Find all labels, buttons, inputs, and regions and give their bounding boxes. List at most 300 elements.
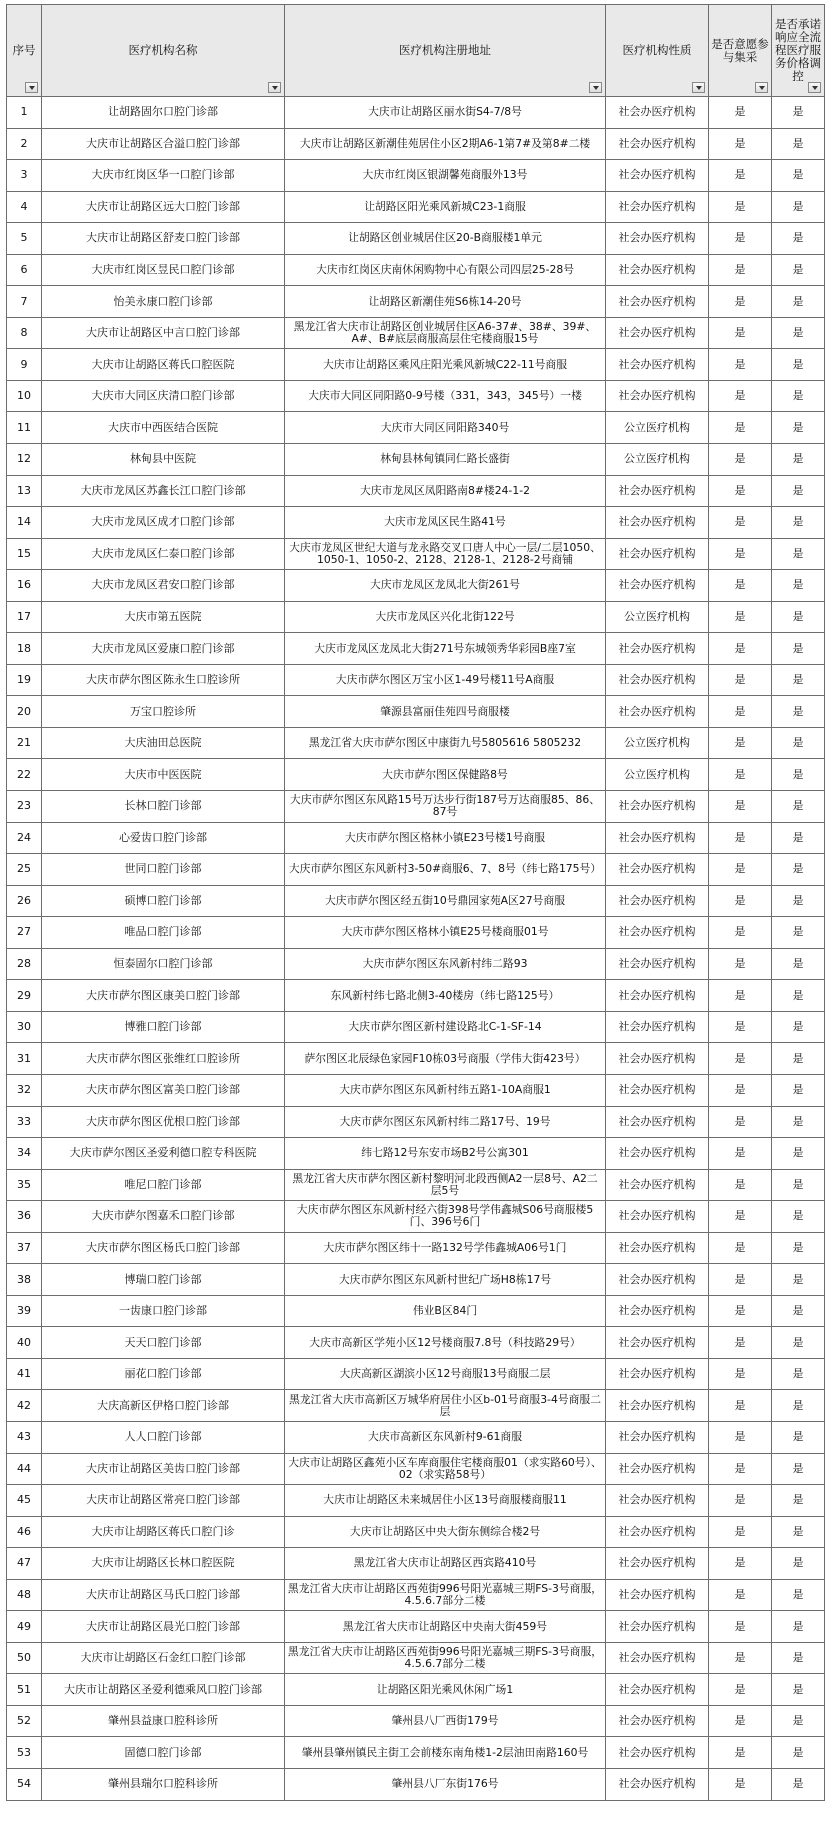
cell-no: 19 [7, 664, 42, 696]
filter-dropdown-icon[interactable] [25, 82, 38, 93]
cell-no: 39 [7, 1295, 42, 1327]
cell-commit: 是 [772, 948, 825, 980]
cell-nature: 社会办医疗机构 [606, 664, 709, 696]
cell-commit: 是 [772, 1074, 825, 1106]
cell-address: 林甸县林甸镇同仁路长盛街 [285, 444, 606, 476]
cell-address: 大庆市龙凤区兴化北街122号 [285, 601, 606, 633]
cell-address: 大庆市龙凤区民生路41号 [285, 507, 606, 539]
table-row [7, 1074, 825, 1106]
cell-willing: 是 [709, 948, 772, 980]
cell-commit: 是 [772, 97, 825, 129]
header-nature: 医疗机构性质 [606, 5, 709, 97]
cell-address: 东风新村纬七路北侧3-40楼房（纬七路125号） [285, 980, 606, 1012]
cell-name: 大庆市红岗区昱民口腔门诊部 [42, 254, 285, 286]
header-name: 医疗机构名称 [42, 5, 285, 97]
cell-no: 1 [7, 97, 42, 129]
cell-willing: 是 [709, 1011, 772, 1043]
cell-address: 大庆市萨尔图区东风路15号万达步行街187号万达商服85、86、87号 [285, 791, 606, 823]
cell-willing: 是 [709, 1705, 772, 1737]
cell-name: 大庆市萨尔图区陈永生口腔诊所 [42, 664, 285, 696]
cell-nature: 社会办医疗机构 [606, 538, 709, 570]
table-row [7, 1642, 825, 1674]
cell-nature: 社会办医疗机构 [606, 1106, 709, 1138]
table-row [7, 1358, 825, 1390]
table-row [7, 948, 825, 980]
cell-no: 32 [7, 1074, 42, 1106]
cell-no: 9 [7, 349, 42, 381]
cell-no: 12 [7, 444, 42, 476]
table-row [7, 444, 825, 476]
cell-nature: 社会办医疗机构 [606, 1453, 709, 1485]
cell-address: 大庆市高新区学苑小区12号楼商服7.8号（科技路29号） [285, 1327, 606, 1359]
cell-nature: 社会办医疗机构 [606, 97, 709, 129]
cell-name: 怡美永康口腔门诊部 [42, 286, 285, 318]
cell-address: 大庆市萨尔图区格林小镇E25号楼商服01号 [285, 917, 606, 949]
cell-address: 大庆市萨尔图区东风新村纬五路1-10A商服1 [285, 1074, 606, 1106]
cell-name: 大庆油田总医院 [42, 727, 285, 759]
table-row [7, 1516, 825, 1548]
cell-nature: 社会办医疗机构 [606, 160, 709, 192]
table-row [7, 286, 825, 318]
cell-no: 54 [7, 1768, 42, 1800]
cell-nature: 社会办医疗机构 [606, 254, 709, 286]
table-row [7, 1453, 825, 1485]
cell-no: 46 [7, 1516, 42, 1548]
table-row [7, 822, 825, 854]
cell-nature: 社会办医疗机构 [606, 507, 709, 539]
cell-willing: 是 [709, 507, 772, 539]
cell-willing: 是 [709, 664, 772, 696]
cell-address: 大庆高新区湖滨小区12号商服13号商服二层 [285, 1358, 606, 1390]
table-row [7, 696, 825, 728]
cell-commit: 是 [772, 1705, 825, 1737]
cell-address: 大庆市大同区同阳路0-9号楼（331，343，345号）一楼 [285, 380, 606, 412]
cell-address: 黑龙江省大庆市让胡路区西宾路410号 [285, 1548, 606, 1580]
cell-commit: 是 [772, 822, 825, 854]
cell-commit: 是 [772, 1453, 825, 1485]
cell-address: 大庆市大同区同阳路340号 [285, 412, 606, 444]
institution-table [6, 4, 825, 1801]
header-willing: 是否意愿参与集采 [709, 5, 772, 97]
cell-name: 大庆市让胡路区合溢口腔门诊部 [42, 128, 285, 160]
cell-nature: 社会办医疗机构 [606, 696, 709, 728]
cell-nature: 社会办医疗机构 [606, 1768, 709, 1800]
table-row [7, 1106, 825, 1138]
cell-address: 黑龙江省大庆市高新区万城华府居住小区b-01号商服3-4号商服二层 [285, 1390, 606, 1422]
cell-address: 大庆市萨尔图区东风新村纬二路17号、19号 [285, 1106, 606, 1138]
cell-name: 大庆市龙凤区苏鑫长江口腔门诊部 [42, 475, 285, 507]
cell-no: 37 [7, 1232, 42, 1264]
table-row [7, 412, 825, 444]
cell-name: 大庆市让胡路区晨光口腔门诊部 [42, 1611, 285, 1643]
cell-no: 33 [7, 1106, 42, 1138]
table-row [7, 349, 825, 381]
cell-name: 大庆市让胡路区马氏口腔门诊部 [42, 1579, 285, 1611]
table-row [7, 601, 825, 633]
cell-name: 大庆市第五医院 [42, 601, 285, 633]
cell-name: 固德口腔门诊部 [42, 1737, 285, 1769]
cell-commit: 是 [772, 1768, 825, 1800]
cell-no: 7 [7, 286, 42, 318]
cell-willing: 是 [709, 412, 772, 444]
table-body [7, 97, 825, 1801]
cell-nature: 社会办医疗机构 [606, 475, 709, 507]
cell-nature: 社会办医疗机构 [606, 1737, 709, 1769]
table-row [7, 980, 825, 1012]
cell-address: 大庆市萨尔图区东风新村经六街398号学伟鑫城S06号商服楼5门、396号6门 [285, 1201, 606, 1233]
cell-name: 大庆市大同区庆清口腔门诊部 [42, 380, 285, 412]
table-row [7, 1768, 825, 1800]
table-row [7, 1485, 825, 1517]
table-row [7, 917, 825, 949]
cell-nature: 社会办医疗机构 [606, 1043, 709, 1075]
cell-name: 大庆市让胡路区长林口腔医院 [42, 1548, 285, 1580]
table-row [7, 1579, 825, 1611]
cell-name: 硕博口腔门诊部 [42, 885, 285, 917]
cell-commit: 是 [772, 1674, 825, 1706]
cell-commit: 是 [772, 759, 825, 791]
cell-nature: 社会办医疗机构 [606, 980, 709, 1012]
cell-name: 肇州县益康口腔科诊所 [42, 1705, 285, 1737]
cell-commit: 是 [772, 1201, 825, 1233]
cell-nature: 公立医疗机构 [606, 412, 709, 444]
cell-willing: 是 [709, 1327, 772, 1359]
cell-address: 大庆市萨尔图区纬十一路132号学伟鑫城A06号1门 [285, 1232, 606, 1264]
table-row [7, 1232, 825, 1264]
cell-commit: 是 [772, 380, 825, 412]
table-row [7, 570, 825, 602]
cell-commit: 是 [772, 1169, 825, 1201]
cell-no: 15 [7, 538, 42, 570]
cell-nature: 社会办医疗机构 [606, 1548, 709, 1580]
cell-commit: 是 [772, 160, 825, 192]
cell-commit: 是 [772, 1232, 825, 1264]
cell-willing: 是 [709, 917, 772, 949]
cell-willing: 是 [709, 1138, 772, 1170]
cell-commit: 是 [772, 317, 825, 349]
cell-no: 16 [7, 570, 42, 602]
cell-commit: 是 [772, 664, 825, 696]
cell-commit: 是 [772, 854, 825, 886]
cell-address: 大庆市萨尔图区东风新村纬二路93 [285, 948, 606, 980]
cell-no: 50 [7, 1642, 42, 1674]
cell-nature: 社会办医疗机构 [606, 317, 709, 349]
table-row [7, 191, 825, 223]
cell-willing: 是 [709, 1421, 772, 1453]
cell-willing: 是 [709, 1548, 772, 1580]
cell-nature: 社会办医疗机构 [606, 1674, 709, 1706]
cell-address: 黑龙江省大庆市萨尔图区新村黎明河北段西侧A2一层8号、A2二层5号 [285, 1169, 606, 1201]
cell-no: 49 [7, 1611, 42, 1643]
cell-commit: 是 [772, 412, 825, 444]
header-no: 序号 [7, 5, 42, 97]
cell-no: 4 [7, 191, 42, 223]
cell-name: 世同口腔门诊部 [42, 854, 285, 886]
cell-nature: 社会办医疗机构 [606, 286, 709, 318]
cell-nature: 社会办医疗机构 [606, 349, 709, 381]
cell-willing: 是 [709, 1201, 772, 1233]
cell-no: 34 [7, 1138, 42, 1170]
table-row [7, 380, 825, 412]
cell-name: 大庆市萨尔图区圣爱利德口腔专科医院 [42, 1138, 285, 1170]
cell-willing: 是 [709, 1358, 772, 1390]
cell-no: 8 [7, 317, 42, 349]
cell-commit: 是 [772, 286, 825, 318]
cell-no: 10 [7, 380, 42, 412]
cell-address: 大庆市萨尔图区新村建设路北C-1-SF-14 [285, 1011, 606, 1043]
cell-willing: 是 [709, 475, 772, 507]
cell-address: 纬七路12号东安市场B2号公寓301 [285, 1138, 606, 1170]
cell-name: 大庆市龙凤区仁泰口腔门诊部 [42, 538, 285, 570]
cell-willing: 是 [709, 1768, 772, 1800]
cell-no: 18 [7, 633, 42, 665]
cell-nature: 社会办医疗机构 [606, 1201, 709, 1233]
cell-nature: 社会办医疗机构 [606, 885, 709, 917]
cell-address: 大庆市萨尔图区格林小镇E23号楼1号商服 [285, 822, 606, 854]
table-row [7, 1011, 825, 1043]
cell-willing: 是 [709, 1043, 772, 1075]
cell-name: 博瑞口腔门诊部 [42, 1264, 285, 1296]
cell-nature: 社会办医疗机构 [606, 1138, 709, 1170]
cell-nature: 社会办医疗机构 [606, 1295, 709, 1327]
cell-address: 大庆市龙凤区龙凤北大街261号 [285, 570, 606, 602]
cell-name: 大庆市让胡路区远大口腔门诊部 [42, 191, 285, 223]
table-row [7, 1138, 825, 1170]
table-row [7, 1043, 825, 1075]
cell-commit: 是 [772, 1611, 825, 1643]
cell-willing: 是 [709, 885, 772, 917]
table-row [7, 1421, 825, 1453]
cell-name: 林甸县中医院 [42, 444, 285, 476]
cell-commit: 是 [772, 349, 825, 381]
cell-no: 31 [7, 1043, 42, 1075]
header-commit: 是否承诺响应全流程医疗服务价格调控 [772, 5, 825, 97]
cell-nature: 社会办医疗机构 [606, 1074, 709, 1106]
filter-dropdown-icon[interactable] [755, 82, 768, 93]
cell-commit: 是 [772, 444, 825, 476]
cell-name: 博雅口腔门诊部 [42, 1011, 285, 1043]
cell-no: 5 [7, 223, 42, 255]
cell-commit: 是 [772, 885, 825, 917]
cell-nature: 社会办医疗机构 [606, 1705, 709, 1737]
cell-no: 6 [7, 254, 42, 286]
cell-name: 大庆市让胡路区圣爱利德乘风口腔门诊部 [42, 1674, 285, 1706]
cell-commit: 是 [772, 917, 825, 949]
cell-nature: 社会办医疗机构 [606, 791, 709, 823]
cell-name: 大庆市让胡路区美齿口腔门诊部 [42, 1453, 285, 1485]
cell-address: 肇州县八厂东街176号 [285, 1768, 606, 1800]
cell-commit: 是 [772, 633, 825, 665]
filter-dropdown-icon[interactable] [268, 82, 281, 93]
cell-commit: 是 [772, 1264, 825, 1296]
cell-name: 大庆市萨尔图区杨氏口腔门诊部 [42, 1232, 285, 1264]
cell-commit: 是 [772, 254, 825, 286]
table-row [7, 254, 825, 286]
cell-willing: 是 [709, 601, 772, 633]
cell-name: 大庆市萨尔图区张维红口腔诊所 [42, 1043, 285, 1075]
cell-commit: 是 [772, 727, 825, 759]
cell-address: 肇州县肇州镇民主街工会前楼东南角楼1-2层油田南路160号 [285, 1737, 606, 1769]
cell-nature: 公立医疗机构 [606, 444, 709, 476]
cell-address: 黑龙江省大庆市让胡路区中央南大街459号 [285, 1611, 606, 1643]
cell-commit: 是 [772, 1548, 825, 1580]
cell-willing: 是 [709, 160, 772, 192]
cell-commit: 是 [772, 1642, 825, 1674]
cell-name: 大庆市让胡路区中言口腔门诊部 [42, 317, 285, 349]
cell-address: 大庆市红岗区银湖馨苑商服外13号 [285, 160, 606, 192]
cell-nature: 社会办医疗机构 [606, 128, 709, 160]
table-row [7, 854, 825, 886]
filter-dropdown-icon[interactable] [808, 82, 821, 93]
cell-address: 大庆市萨尔图区东风新村世纪广场H8栋17号 [285, 1264, 606, 1296]
cell-willing: 是 [709, 633, 772, 665]
cell-nature: 社会办医疗机构 [606, 223, 709, 255]
cell-name: 大庆市龙凤区爱康口腔门诊部 [42, 633, 285, 665]
cell-nature: 社会办医疗机构 [606, 917, 709, 949]
cell-name: 大庆市红岗区华一口腔门诊部 [42, 160, 285, 192]
cell-willing: 是 [709, 1264, 772, 1296]
cell-no: 53 [7, 1737, 42, 1769]
cell-no: 45 [7, 1485, 42, 1517]
cell-willing: 是 [709, 444, 772, 476]
table-row [7, 1390, 825, 1422]
cell-name: 大庆市让胡路区舒麦口腔门诊部 [42, 223, 285, 255]
cell-willing: 是 [709, 1390, 772, 1422]
cell-commit: 是 [772, 570, 825, 602]
cell-no: 47 [7, 1548, 42, 1580]
cell-address: 大庆市萨尔图区东风新村3-50#商服6、7、8号（纬七路175号） [285, 854, 606, 886]
cell-nature: 社会办医疗机构 [606, 1390, 709, 1422]
cell-nature: 社会办医疗机构 [606, 191, 709, 223]
cell-commit: 是 [772, 1011, 825, 1043]
table-row [7, 759, 825, 791]
table-row [7, 317, 825, 349]
table-row [7, 160, 825, 192]
cell-willing: 是 [709, 854, 772, 886]
cell-name: 恒泰固尔口腔门诊部 [42, 948, 285, 980]
table-row [7, 1295, 825, 1327]
cell-name: 大庆市让胡路区蒋氏口腔门诊 [42, 1516, 285, 1548]
table-row [7, 1611, 825, 1643]
table-row [7, 727, 825, 759]
cell-nature: 社会办医疗机构 [606, 822, 709, 854]
cell-willing: 是 [709, 317, 772, 349]
cell-name: 大庆市让胡路区石金红口腔门诊部 [42, 1642, 285, 1674]
cell-nature: 社会办医疗机构 [606, 1232, 709, 1264]
cell-address: 伟业B区84门 [285, 1295, 606, 1327]
cell-nature: 公立医疗机构 [606, 759, 709, 791]
cell-nature: 社会办医疗机构 [606, 1421, 709, 1453]
table-row [7, 1169, 825, 1201]
cell-commit: 是 [772, 1138, 825, 1170]
cell-willing: 是 [709, 286, 772, 318]
table-row [7, 1705, 825, 1737]
cell-no: 40 [7, 1327, 42, 1359]
cell-name: 唯尼口腔门诊部 [42, 1169, 285, 1201]
cell-commit: 是 [772, 475, 825, 507]
cell-willing: 是 [709, 349, 772, 381]
spreadsheet [6, 4, 824, 1801]
cell-commit: 是 [772, 1516, 825, 1548]
cell-commit: 是 [772, 1421, 825, 1453]
cell-nature: 社会办医疗机构 [606, 1264, 709, 1296]
header-row [7, 5, 825, 97]
cell-no: 2 [7, 128, 42, 160]
cell-address: 萨尔图区北辰绿色家园F10栋03号商服（学伟大街423号） [285, 1043, 606, 1075]
cell-no: 23 [7, 791, 42, 823]
cell-nature: 社会办医疗机构 [606, 1011, 709, 1043]
cell-no: 14 [7, 507, 42, 539]
cell-commit: 是 [772, 1106, 825, 1138]
cell-nature: 社会办医疗机构 [606, 854, 709, 886]
table-row [7, 1327, 825, 1359]
cell-address: 黑龙江省大庆市让胡路区创业城居住区A6-37#、38#、39#、A#、B#底层商服高层住宅楼商服15号 [285, 317, 606, 349]
cell-nature: 社会办医疗机构 [606, 1611, 709, 1643]
table-row [7, 475, 825, 507]
cell-willing: 是 [709, 97, 772, 129]
cell-address: 让胡路区阳光乘风新城C23-1商服 [285, 191, 606, 223]
cell-willing: 是 [709, 1295, 772, 1327]
cell-willing: 是 [709, 791, 772, 823]
cell-address: 让胡路区阳光乘风休闲广场1 [285, 1674, 606, 1706]
cell-address: 让胡路区创业城居住区20-B商服楼1单元 [285, 223, 606, 255]
cell-address: 大庆市龙凤区龙凤北大街271号东城领秀华彩园B座7室 [285, 633, 606, 665]
cell-commit: 是 [772, 191, 825, 223]
cell-willing: 是 [709, 727, 772, 759]
cell-nature: 社会办医疗机构 [606, 1169, 709, 1201]
cell-nature: 社会办医疗机构 [606, 1358, 709, 1390]
table-row [7, 633, 825, 665]
cell-nature: 社会办医疗机构 [606, 948, 709, 980]
table-row [7, 885, 825, 917]
cell-no: 48 [7, 1579, 42, 1611]
cell-no: 24 [7, 822, 42, 854]
cell-address: 大庆市让胡路区丽水街S4-7/8号 [285, 97, 606, 129]
cell-no: 38 [7, 1264, 42, 1296]
table-row [7, 97, 825, 129]
cell-name: 大庆市中西医结合医院 [42, 412, 285, 444]
cell-willing: 是 [709, 980, 772, 1012]
cell-nature: 公立医疗机构 [606, 601, 709, 633]
cell-willing: 是 [709, 1642, 772, 1674]
cell-commit: 是 [772, 1390, 825, 1422]
cell-no: 28 [7, 948, 42, 980]
cell-commit: 是 [772, 980, 825, 1012]
cell-nature: 社会办医疗机构 [606, 1485, 709, 1517]
cell-name: 大庆高新区伊格口腔门诊部 [42, 1390, 285, 1422]
cell-willing: 是 [709, 1106, 772, 1138]
filter-dropdown-icon[interactable] [692, 82, 705, 93]
cell-address: 大庆市龙凤区凤阳路南8#楼24-1-2 [285, 475, 606, 507]
cell-willing: 是 [709, 538, 772, 570]
cell-no: 43 [7, 1421, 42, 1453]
cell-name: 人人口腔门诊部 [42, 1421, 285, 1453]
filter-dropdown-icon[interactable] [589, 82, 602, 93]
cell-address: 大庆市让胡路区新潮佳苑居住小区2期A6-1第7#及第8#二楼 [285, 128, 606, 160]
cell-no: 35 [7, 1169, 42, 1201]
cell-commit: 是 [772, 1579, 825, 1611]
cell-commit: 是 [772, 601, 825, 633]
cell-nature: 社会办医疗机构 [606, 1579, 709, 1611]
cell-name: 天天口腔门诊部 [42, 1327, 285, 1359]
cell-willing: 是 [709, 1516, 772, 1548]
cell-address: 肇州县八厂西街179号 [285, 1705, 606, 1737]
cell-name: 大庆市萨尔图区康美口腔门诊部 [42, 980, 285, 1012]
cell-willing: 是 [709, 1611, 772, 1643]
table-row [7, 223, 825, 255]
cell-willing: 是 [709, 1453, 772, 1485]
cell-commit: 是 [772, 1358, 825, 1390]
